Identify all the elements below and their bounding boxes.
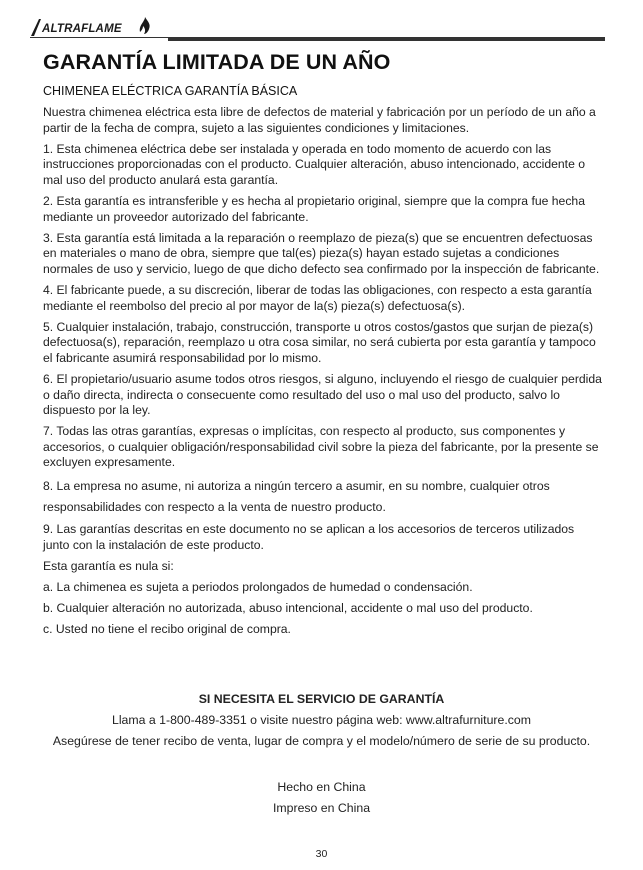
service-contact: Llama a 1-800-489-3351 o visite nuestro página web: www.altrafurniture.com: [111, 713, 531, 727]
condition-1: 1. Esta chimenea eléctrica debe ser instalada y operada en todo momento de acuerdo con las instrucciones proporcionadas con el producto. Cualquier alteración, abuso intencionado, accidente o mal uso del producto anulará esta garantía.: [43, 141, 586, 187]
header-divider-thin: [30, 37, 170, 38]
printed-in: Impreso en China: [272, 801, 371, 815]
page-title: GARANTÍA LIMITADA DE UN AÑO: [43, 50, 391, 74]
condition-2: 2. Esta garantía es intransferible y es hecha al propietario original, siempre que la compra fue hecha mediante un proveedor autorizado del fabricante.: [43, 193, 585, 224]
service-title: SI NECESITA EL SERVICIO DE GARANTÍA: [198, 692, 445, 706]
intro-paragraph: Nuestra chimenea eléctrica esta libre de defectos de material y fabricación por un período de un año a partir de la fecha de compra, sujeto a las siguientes condiciones y limitaciones.: [43, 105, 596, 135]
service-section: [0, 692, 643, 749]
page-number: 30: [315, 848, 328, 860]
service-note: Asegúrese de tener recibo de venta, lugar de compra y el modelo/número de serie de su producto.: [52, 734, 591, 748]
condition-8: 8. La empresa no asume, ni autoriza a ningún tercero a asumir, en su nombre, cualquier otros responsabilidades con respecto a la venta de nuestro producto.: [43, 479, 550, 515]
condition-7: 7. Todas las otras garantías, expresas o implícitas, con respecto al producto, sus componentes y accesorios, o cualquier obligación/responsabilidad civil sobre la pieza del fabricante, por la presente se excluyen expresamente.: [43, 424, 599, 470]
header-divider: [168, 37, 605, 41]
void-condition-b: b. Cualquier alteración no autorizada, abuso intencional, accidente o mal uso del producto.: [43, 601, 533, 616]
warranty-body: [43, 105, 603, 644]
page-header: [30, 16, 605, 42]
section-subtitle: CHIMENEA ELÉCTRICA GARANTÍA BÁSICA: [43, 84, 298, 98]
void-condition-c: c. Usted no tiene el recibo original de compra.: [43, 622, 291, 637]
brand-name: ALTRAFLAME: [42, 23, 122, 35]
void-conditions-heading: Esta garantía es nula si:: [43, 559, 174, 574]
origin-info: [0, 777, 643, 819]
condition-3: 3. Esta garantía está limitada a la reparación o reemplazo de pieza(s) que se encuentren defectuosas en materiales o mano de obra, siempre que tal(es) pieza(s) hayan estado sujetas a condiciones normales de uso y servicio, luego de que dicho defecto sea confirmado por la inspección de fabricante.: [43, 230, 600, 276]
condition-4: 4. El fabricante puede, a su discreción, liberar de todas las obligaciones, con respecto a esta garantía mediante el reembolso del precio al por mayor de la(s) pieza(s) defectuosa(s).: [43, 282, 592, 313]
condition-9: 9. Las garantías descritas en este documento no se aplican a los accesorios de terceros utilizados junto con la instalación de este producto.: [43, 522, 575, 553]
flame-icon: [138, 16, 152, 36]
condition-6: 6. El propietario/usuario asume todos otros riesgos, si alguno, incluyendo el riesgo de cualquier perdida o daño directa, indirecta o consecuente como resultado del uso o mal uso del producto, salvo lo dispuesto por la ley.: [43, 371, 602, 418]
void-condition-a: a. La chimenea es sujeta a periodos prolongados de humedad o condensación.: [43, 580, 473, 595]
condition-5: 5. Cualquier instalación, trabajo, construcción, transporte u otros costos/gastos que surjan de pieza(s) defectuosa(s), reparación, reemplazo u otra cosa similar, no será cubierta por esta garantía y tampoco el fabricante asumirá responsabilidad por lo mismo.: [43, 319, 596, 365]
made-in: Hecho en China: [277, 780, 366, 794]
